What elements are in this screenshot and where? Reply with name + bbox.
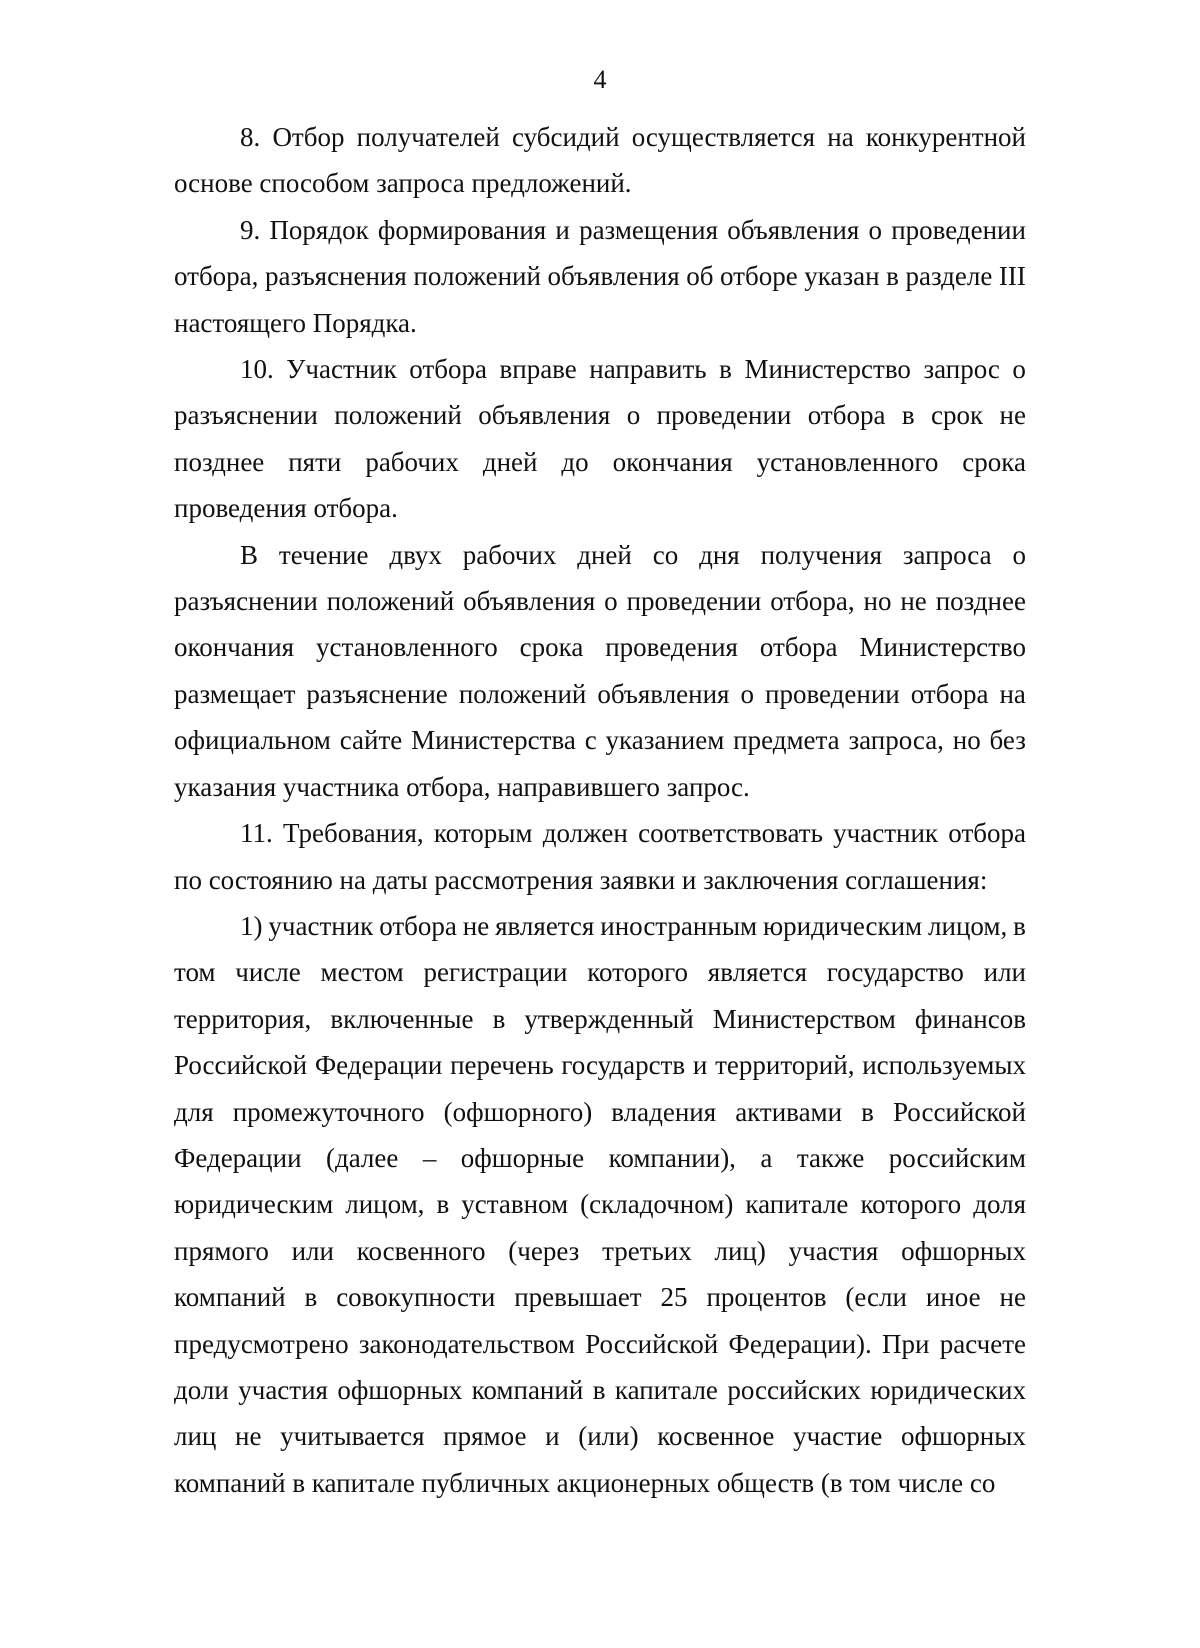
- page-number: 4: [593, 65, 607, 94]
- text-line: 9. Порядок формирования и размещения объявления о проведении: [240, 214, 1026, 245]
- text-line: окончания установленного срока проведения отбора Министерство: [174, 632, 1026, 663]
- text-line: размещает разъяснение положений объявления о проведении отбора на: [174, 678, 1026, 709]
- text-line: лиц не учитывается прямое и (или) косвенное участие офшорных: [174, 1421, 1026, 1452]
- text-line: 10. Участник отбора вправе направить в Министерство запрос о: [240, 354, 1026, 385]
- text-line: настоящего Порядка.: [174, 307, 417, 338]
- text-line: разъяснении положений объявления о проведении отбора, но не позднее: [174, 586, 1026, 617]
- text-line: доли участия офшорных компаний в капитале российских юридических: [174, 1374, 1026, 1405]
- text-line: Российской Федерации перечень государств и территорий, используемых: [174, 1050, 1026, 1081]
- text-line: официальном сайте Министерства с указанием предмета запроса, но без: [174, 725, 1026, 756]
- paragraph: [174, 346, 1026, 532]
- text-line: компаний в капитале публичных акционерных обществ (в том числе со: [174, 1467, 996, 1498]
- paragraph: [174, 207, 1026, 346]
- text-line: позднее пяти рабочих дней до окончания установленного срока: [174, 446, 1026, 477]
- text-line: 11. Требования, которым должен соответствовать участник отбора: [240, 818, 1026, 849]
- text-line: территория, включенные в утвержденный Министерством финансов: [174, 1003, 1026, 1034]
- paragraph: [174, 114, 1026, 207]
- document-body: [174, 114, 1026, 1506]
- text-line: предусмотрено законодательством Российской Федерации). При расчете: [174, 1328, 1026, 1359]
- text-line: проведения отбора.: [174, 493, 398, 524]
- text-line: В течение двух рабочих дней со дня получения запроса о: [240, 539, 1026, 570]
- text-line: отбора, разъяснения положений объявления об отборе указан в разделе III: [174, 261, 1026, 292]
- text-line: основе способом запроса предложений.: [174, 168, 632, 199]
- text-line: по состоянию на даты рассмотрения заявки и заключения соглашения:: [174, 864, 988, 895]
- text-line: 1) участник отбора не является иностранным юридическим лицом, в: [240, 910, 1026, 941]
- text-line: прямого или косвенного (через третьих лиц) участия офшорных: [174, 1235, 1026, 1266]
- text-line: указания участника отбора, направившего запрос.: [174, 771, 750, 802]
- text-line: разъяснении положений объявления о проведении отбора в срок не: [174, 400, 1026, 431]
- paragraph: [174, 810, 1026, 903]
- text-line: том числе местом регистрации которого является государство или: [174, 957, 1026, 988]
- text-line: юридическим лицом, в уставном (складочном) капитале которого доля: [174, 1189, 1026, 1220]
- text-line: 8. Отбор получателей субсидий осуществляется на конкурентной: [240, 122, 1026, 152]
- text-line: для промежуточного (офшорного) владения активами в Российской: [174, 1096, 1026, 1127]
- text-line: компаний в совокупности превышает 25 процентов (если иное не: [174, 1282, 1026, 1313]
- paragraph: [174, 532, 1026, 810]
- paragraph: [174, 903, 1026, 1506]
- text-line: Федерации (далее – офшорные компании), а также российским: [174, 1142, 1026, 1173]
